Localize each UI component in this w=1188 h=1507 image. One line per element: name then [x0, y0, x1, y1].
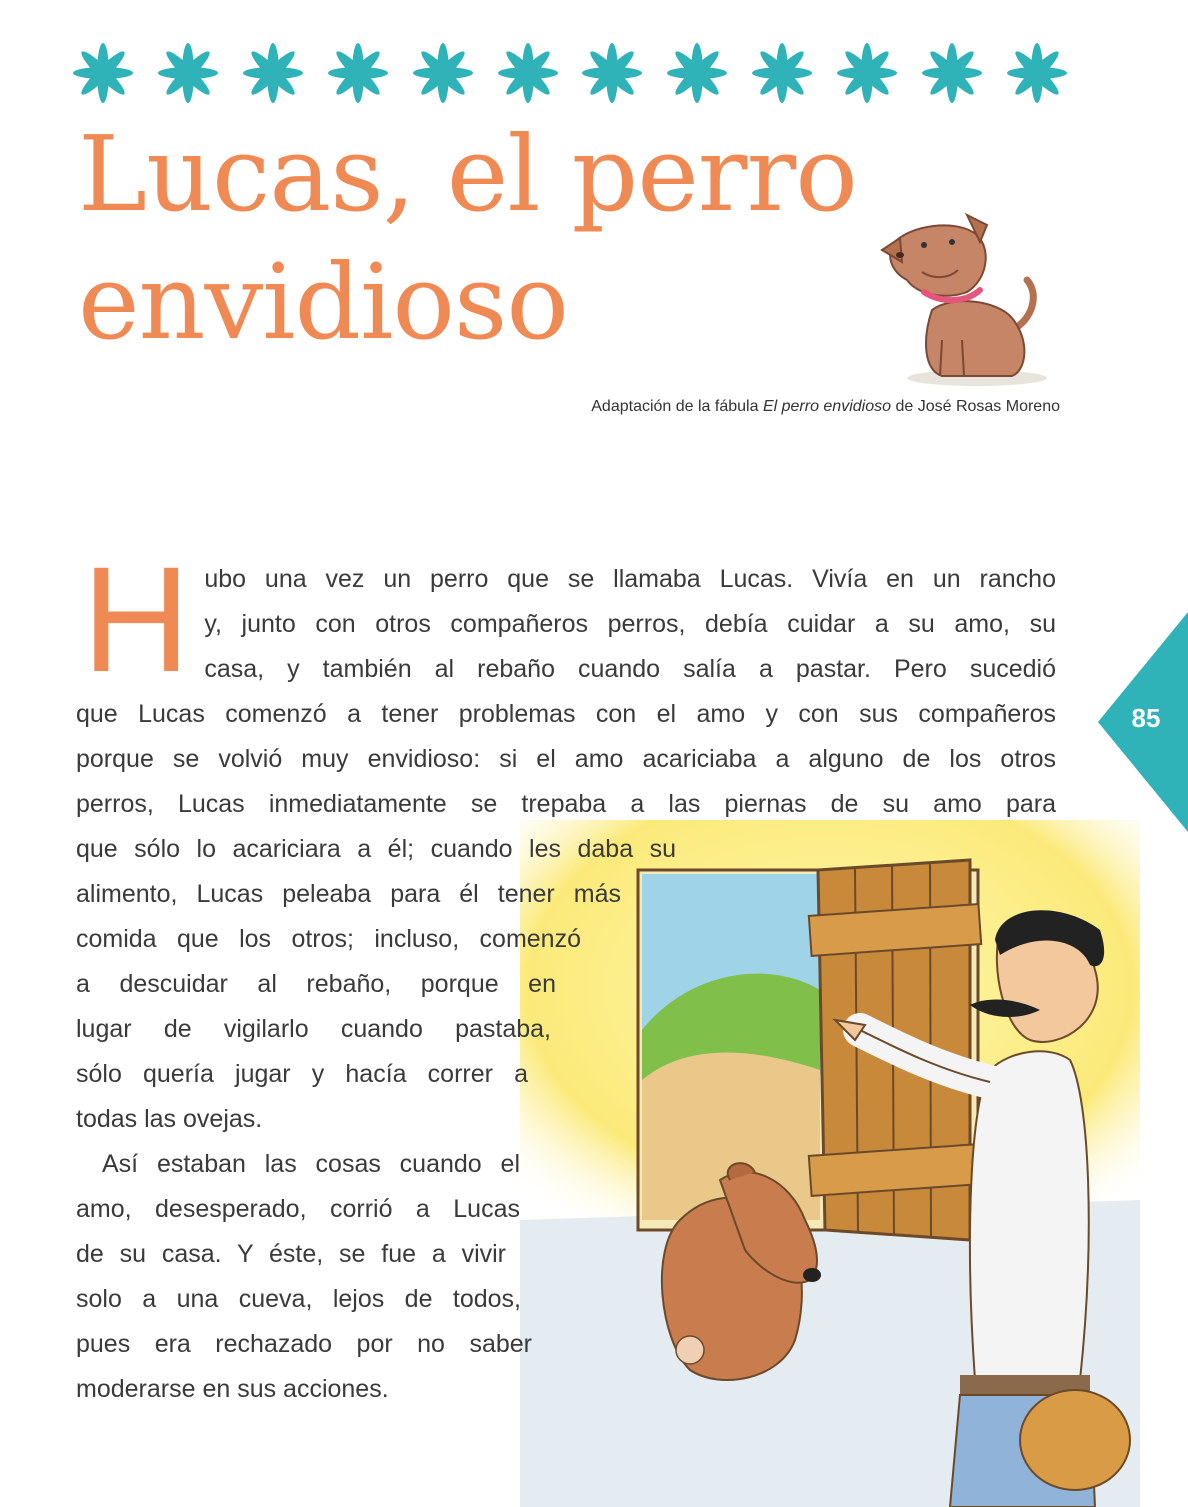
- text-line: amo, desesperado, corrió a Lucas: [76, 1195, 520, 1223]
- asterisk-star-icon: [664, 40, 730, 106]
- text-line: porque se volvió muy envidioso: si el amo acariciaba a alguno de los otros: [76, 745, 1056, 773]
- asterisk-star-icon: [240, 40, 306, 106]
- asterisk-star-icon: [749, 40, 815, 106]
- asterisk-star-icon: [155, 40, 221, 106]
- page-number: 85: [1131, 703, 1161, 733]
- paragraph-2: [76, 1142, 1056, 1412]
- text-line: Así estaban las cosas cuando el: [102, 1150, 520, 1178]
- text-line: sólo quería jugar y hacía correr a: [76, 1060, 528, 1088]
- asterisk-star-icon: [70, 40, 136, 106]
- credit-work-title: El perro envidioso: [762, 398, 892, 415]
- asterisk-star-icon: [579, 40, 645, 106]
- asterisk-star-icon: [1004, 40, 1070, 106]
- asterisk-star-icon: [410, 40, 476, 106]
- text-line: moderarse en sus acciones.: [76, 1375, 389, 1403]
- text-line: alimento, Lucas peleaba para él tener más: [76, 880, 621, 908]
- text-line: casa, y también al rebaño cuando salía a pastar. Pero sucedió: [204, 655, 1056, 683]
- credit-suffix: de José Rosas Moreno: [891, 398, 1060, 415]
- text-line: lugar de vigilarlo cuando pastaba,: [76, 1015, 551, 1043]
- text-line: a descuidar al rebaño, porque en: [76, 970, 556, 998]
- asterisk-star-icon: [495, 40, 561, 106]
- text-line: que sólo lo acariciara a él; cuando les daba su: [76, 835, 676, 863]
- title-line-2: envidioso: [78, 241, 568, 363]
- asterisk-star-icon: [325, 40, 391, 106]
- credit-prefix: Adaptación de la fábula: [591, 398, 763, 415]
- text-line: solo a una cueva, lejos de todos,: [76, 1285, 521, 1313]
- text-line: y, junto con otros compañeros perros, debía cuidar a su amo, su: [204, 610, 1056, 638]
- drop-cap: H: [82, 535, 191, 703]
- asterisk-decoration-row: [70, 28, 1070, 118]
- text-line: ubo una vez un perro que se llamaba Lucas. Vivía en un rancho: [204, 565, 1056, 593]
- text-line: comida que los otros; incluso, comenzó: [76, 925, 581, 953]
- text-line: pues era rechazado por no saber: [76, 1330, 532, 1358]
- story-body: [76, 535, 1056, 1412]
- text-line: perros, Lucas inmediatamente se trepaba a las piernas de su amo para: [76, 790, 1056, 818]
- asterisk-star-icon: [919, 40, 985, 106]
- asterisk-star-icon: [834, 40, 900, 106]
- paragraph-1: [76, 535, 1056, 1142]
- small-dog-illustration: [862, 200, 1062, 390]
- adaptation-credit: [591, 398, 1060, 416]
- text-line: que Lucas comenzó a tener problemas con el amo y con sus compañeros: [76, 700, 1056, 728]
- text-line: todas las ovejas.: [76, 1105, 263, 1133]
- text-line: de su casa. Y éste, se fue a vivir: [76, 1240, 506, 1268]
- title-line-1: Lucas, el perro: [78, 113, 857, 235]
- story-title: [78, 110, 857, 366]
